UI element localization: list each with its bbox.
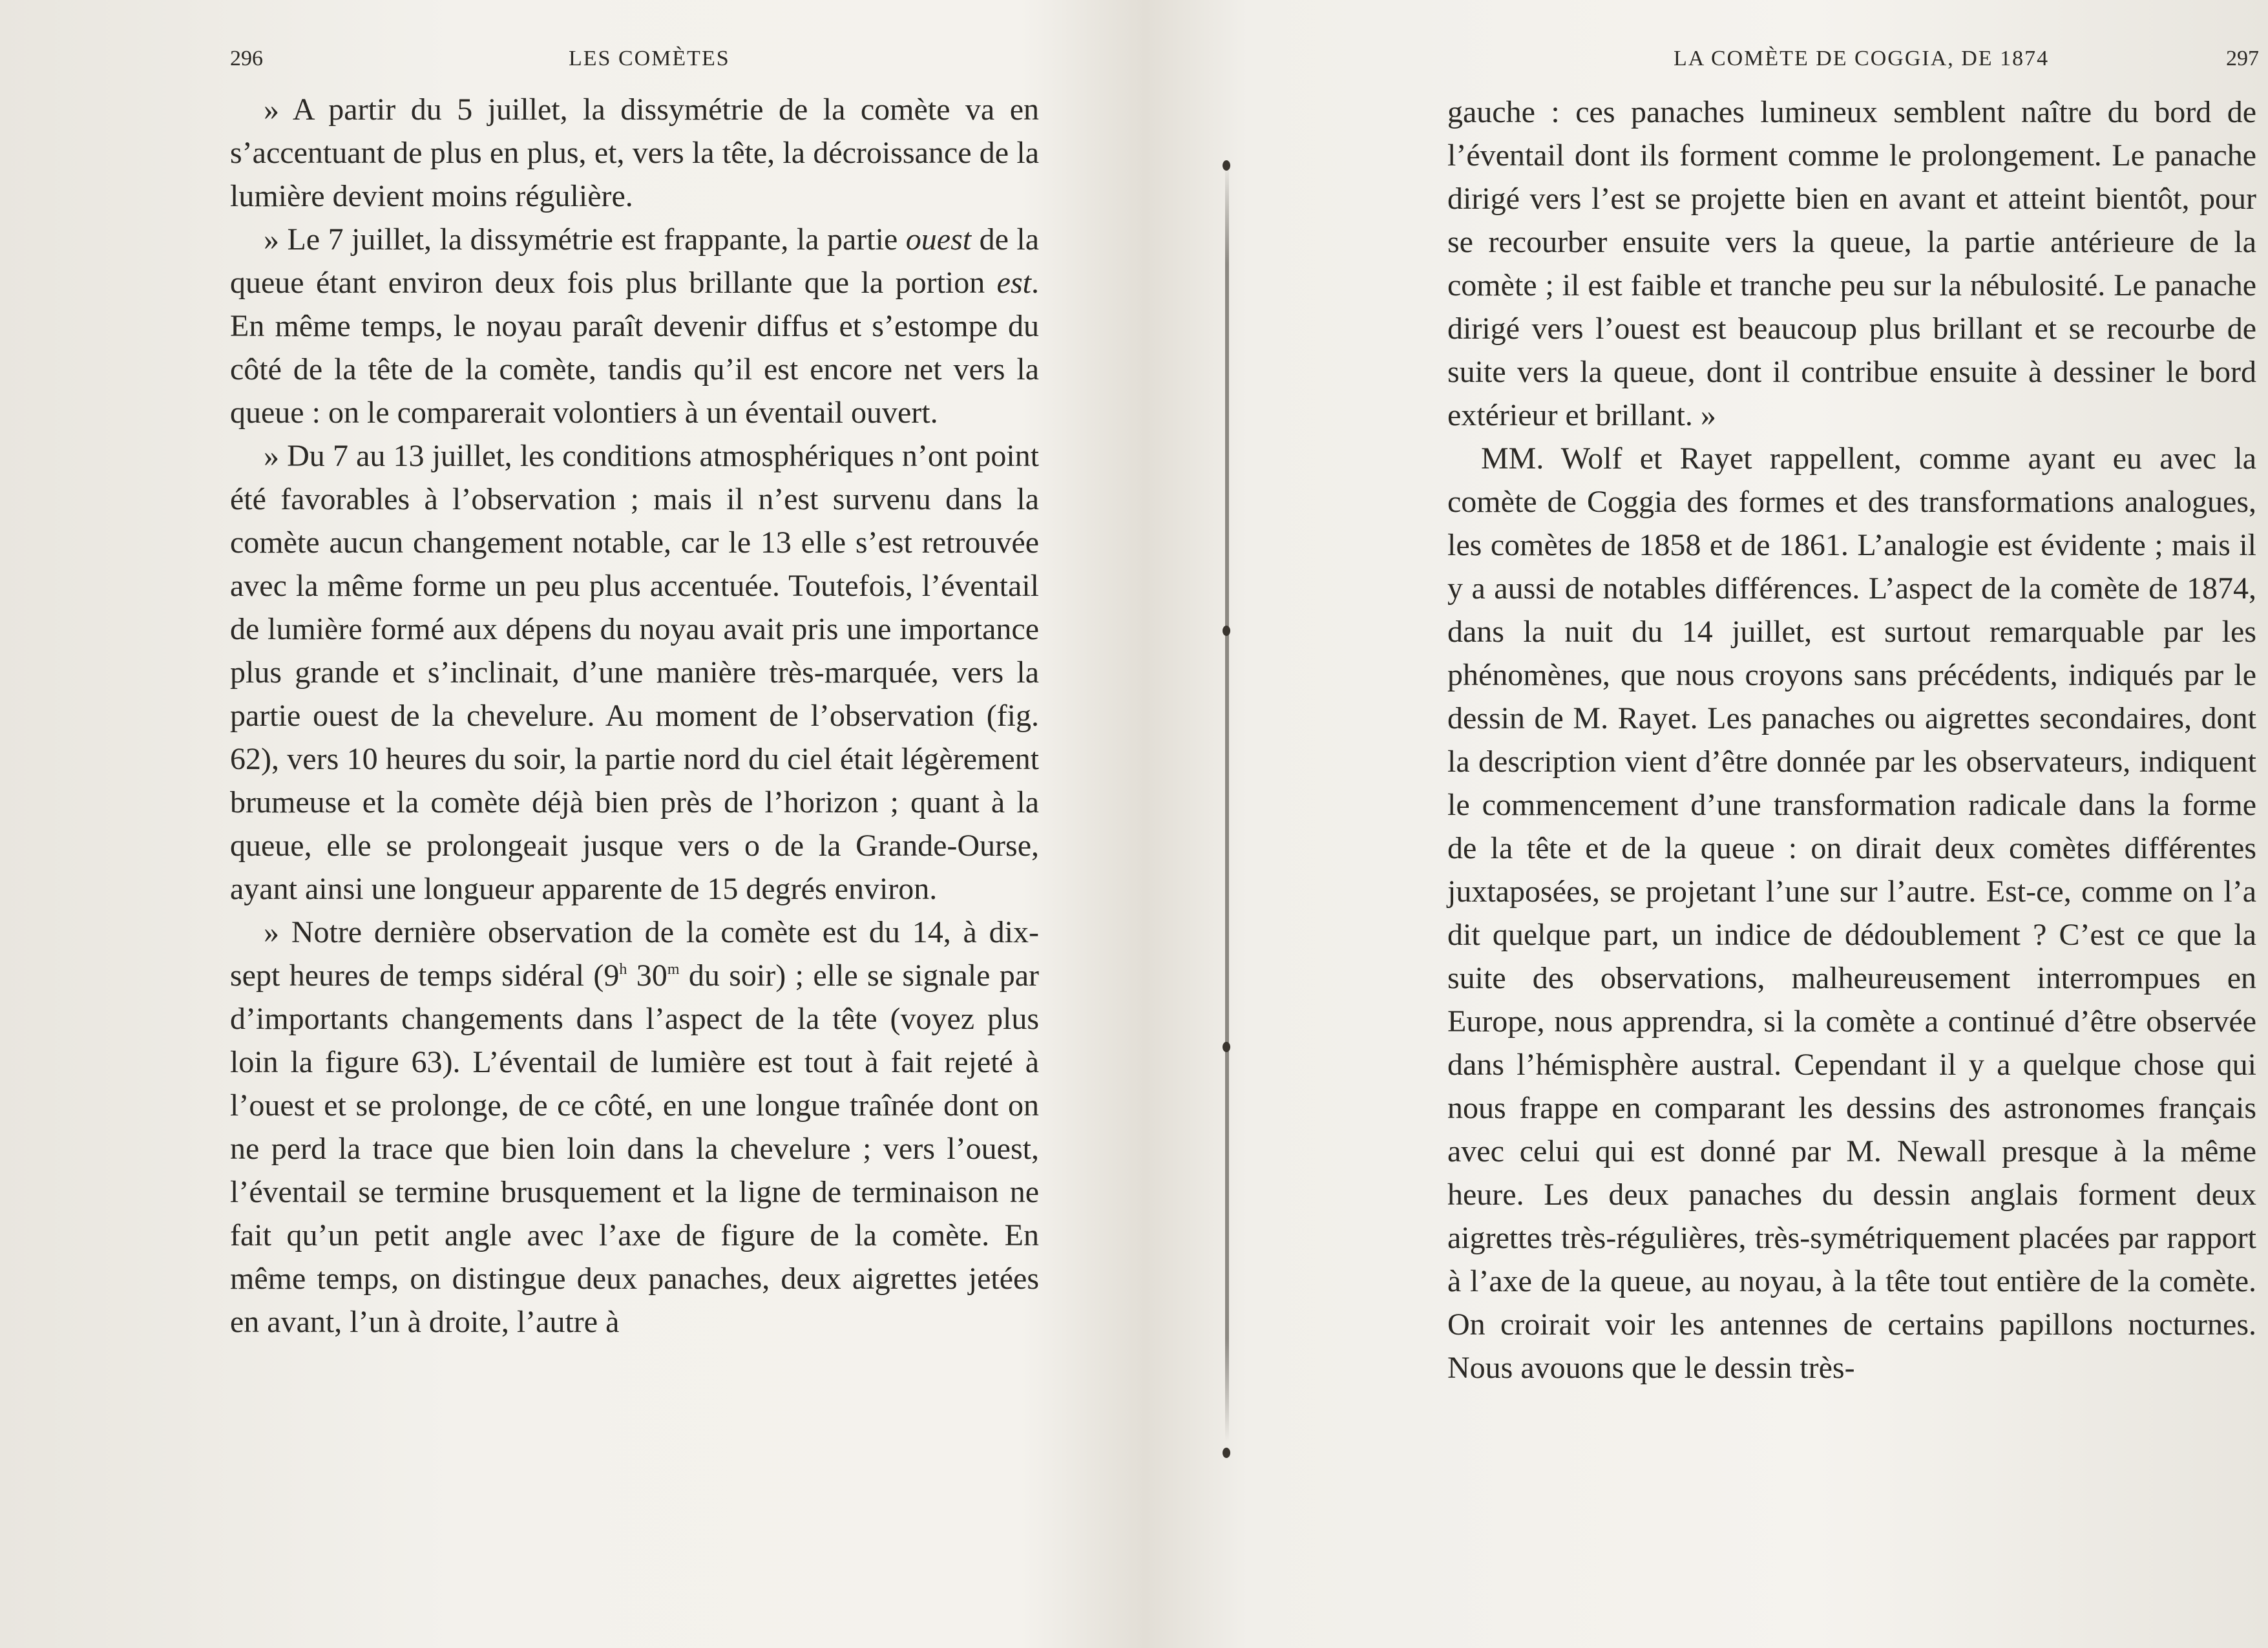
paragraph: » A partir du 5 juillet, la dissymétrie de la comète va en s’accentuant de plus en plus, et, vers la tête, la décroissance de la lumière devient moins régulière. (230, 92, 1039, 213)
right-page (1228, 0, 2268, 1648)
body-text (1447, 90, 2256, 1389)
paragraph: MM. Wolf et Rayet rappellent, comme ayant eu avec la comète de Coggia des formes et des transformations analogues, les comètes de 1858 et de 1861. L’analogie est évidente ; mais il y a aussi de notables différences. L’aspect de la comète de 1874, dans la nuit du 14 juillet, est surtout remarquable par les phénomènes, que nous croyons sans précédents, indiqués par le dessin de M. Rayet. Les panaches ou aigrettes secondaires, dont la description vient d’être donnée par les observateurs, indiquent le commencement d’une transformation radicale dans la forme de la tête et de la queue : on dirait deux comètes différentes juxtaposées, se projetant l’une sur l’autre. Est-ce, comme on l’a dit quelque part, un indice de dédoublement ? C’est ce que la suite des observations, malheureusement interrompues en Europe, nous apprendra, si la comète a continué d’être observée dans l’hémisphère austral. Cependant il y a quelque chose qui nous frappe en comparant les dessins des astronomes français avec celui qui est donné par M. Newall presque à la même heure. Les deux panaches du dessin anglais forment deux aigrettes très-régulières, très-symétriquement placées par rapport à l’axe de la queue, au noyau, à la tête tout entière de la comète. On croirait voir les antennes de certains papillons nocturnes. Nous avouons que le dessin très- (1447, 441, 2256, 1385)
superscript: m (667, 961, 680, 978)
running-head: LA COMÈTE DE COGGIA, DE 1874 (1674, 47, 2050, 70)
page-number: 297 (2226, 47, 2259, 70)
paragraph: » Du 7 au 13 juillet, les conditions atmosphériques n’ont point été favorables à l’observation ; mais il n’est survenu dans la comète aucun changement notable, car le 13 elle s’est retrouvée avec la même forme un peu plus accentuée. Toutefois, l’éventail de lumière formé aux dépens du noyau avait pris une importance plus grande et s’inclinait, d’une manière très-marquée, vers la partie ouest de la chevelure. Au moment de l’observation (fig. 62), vers 10 heures du soir, la partie nord du ciel était légèrement brumeuse et la comète déjà bien près de l’horizon ; quant à la queue, elle se prolongeait jusque vers ο de la Grande-Ourse, ayant ainsi une longueur apparente de 15 degrés environ. (230, 439, 1039, 906)
italic-word: est (996, 266, 1031, 300)
paragraph: » Notre dernière observation de la comète est du 14, à dix-sept heures de temps sidéral (9$^h$ 30$^m$ du soir) ; elle se signale par d’importants changements dans l’aspect de la tête (voyez plus loin la figure 63). L’éventail de lumière est tout à fait rejeté à l’ouest et se prolonge, de ce côté, en une longue traînée dont on ne perd la trace que bien loin dans la chevelure ; vers l’ouest, l’éventail se termine brusquement et la ligne de terminaison ne fait qu’un petit angle avec l’axe de figure de la comète. En même temps, on distingue deux panaches, deux aigrettes jetées en avant, l’un à droite, l’autre à (230, 915, 1040, 1339)
paragraph: gauche : ces panaches lumineux semblent naître du bord de l’éventail dont ils forment comme le prolongement. Le panache dirigé vers l’est se projette bien en avant et atteint bientôt, pour se recourber ensuite vers la queue, la partie antérieure de la comète ; il est faible et tranche peu sur la nébulosité. Le panache dirigé vers l’ouest est beaucoup plus brillant et se recourbe de suite vers la queue, dont il contribue ensuite à dessiner le bord extérieur et brillant. » (1447, 95, 2256, 432)
superscript: h (619, 961, 627, 978)
paragraph: » Le 7 juillet, la dissymétrie est frappante, la partie ouest de la queue étant environ deux fois plus brillante que la portion est. En même temps, le noyau paraît devenir diffus et s’estompe du côté de la tête de la comète, tandis qu’il est encore net vers la queue : on le comparerait volontiers à un éventail ouvert. (230, 222, 1039, 430)
page-number: 296 (230, 47, 263, 70)
running-head: LES COMÈTES (569, 47, 730, 70)
body-text (230, 88, 1039, 1344)
italic-word: ouest (905, 222, 972, 257)
